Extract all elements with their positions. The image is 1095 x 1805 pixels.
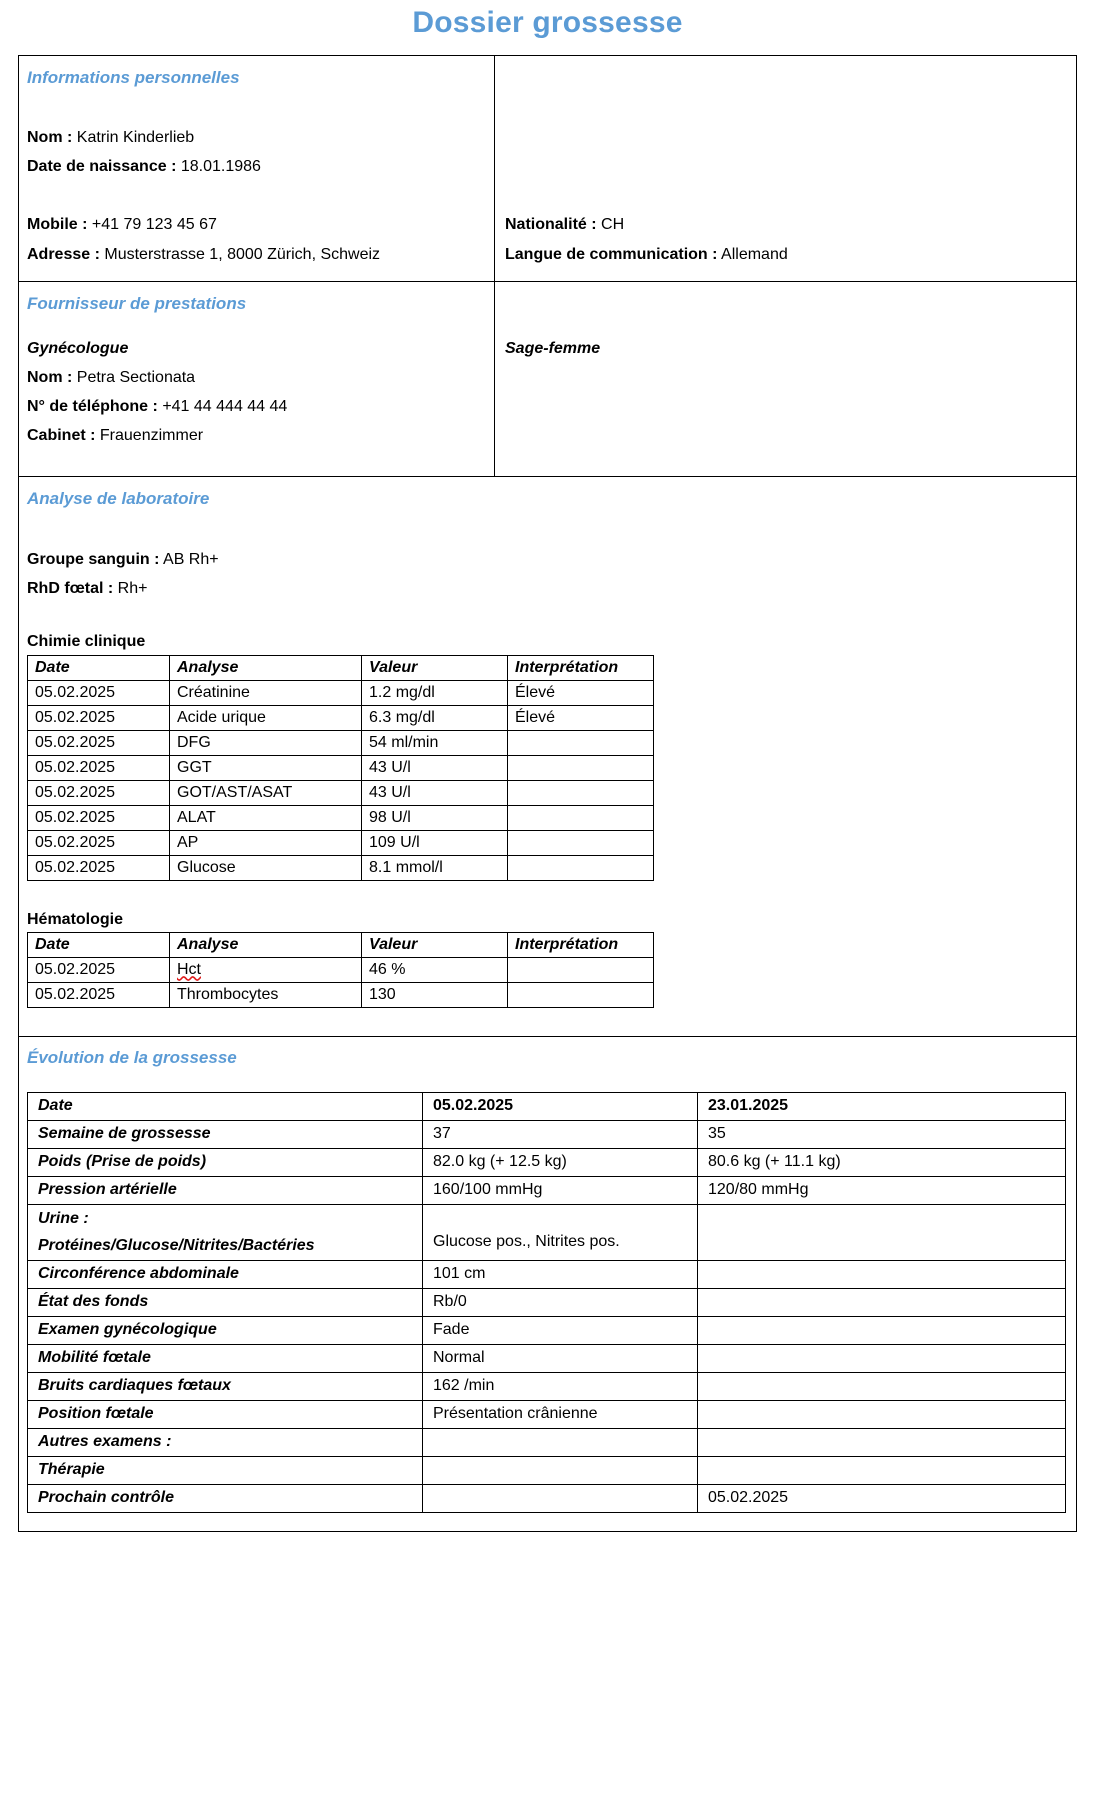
spacer — [27, 181, 494, 210]
cell-date: 05.02.2025 — [28, 730, 170, 755]
cell-visit-2 — [698, 1260, 1066, 1288]
gynecologist-title: Gynécologue — [27, 339, 129, 357]
cell-visit-1: 82.0 kg (+ 12.5 kg) — [423, 1148, 698, 1176]
cell-valeur: 1.2 mg/dl — [362, 680, 508, 705]
table-row — [28, 705, 654, 730]
table-row — [28, 855, 654, 880]
row-label: Position fœtale — [28, 1400, 423, 1428]
cell-visit-2: 80.6 kg (+ 11.1 kg) — [698, 1148, 1066, 1176]
cell-analyse: Créatinine — [170, 680, 362, 705]
patient-nationality-row — [505, 210, 1076, 239]
cell-interpretation — [508, 958, 654, 983]
blood-group-value: AB Rh+ — [163, 550, 219, 568]
row-label: État des fonds — [28, 1288, 423, 1316]
gynecologist-name-value: Petra Sectionata — [76, 369, 196, 387]
cell-analyse: DFG — [170, 730, 362, 755]
cell-interpretation: Élevé — [508, 705, 654, 730]
row-label: Autres examens : — [28, 1428, 423, 1456]
patient-address-row — [27, 240, 494, 269]
column-header-valeur: Valeur — [362, 655, 508, 680]
patient-dob-value: 18.01.1986 — [180, 158, 261, 176]
cell-visit-2 — [698, 1288, 1066, 1316]
patient-dob-row — [27, 152, 494, 181]
cell-visit-2 — [698, 1204, 1066, 1260]
column-header-analyse: Analyse — [170, 655, 362, 680]
cell-interpretation: Élevé — [508, 680, 654, 705]
cell-valeur: 46 % — [362, 958, 508, 983]
table-row — [28, 1456, 1066, 1484]
midwife-column — [495, 282, 1076, 477]
cell-analyse: ALAT — [170, 805, 362, 830]
personal-information-section — [19, 56, 1076, 282]
cell-interpretation — [508, 830, 654, 855]
table-header-row — [28, 655, 654, 680]
table-row-urine — [28, 1204, 1066, 1260]
table-row — [28, 1148, 1066, 1176]
spacer — [505, 94, 1076, 123]
cell-visit-1: Présentation crânienne — [423, 1400, 698, 1428]
table-row — [28, 1260, 1066, 1288]
cell-interpretation — [508, 855, 654, 880]
cell-visit-2 — [698, 1456, 1066, 1484]
cell-interpretation — [508, 805, 654, 830]
spacer — [27, 94, 494, 123]
fetal-rhd-row — [27, 574, 1076, 603]
midwife-title: Sage-femme — [505, 339, 601, 357]
misspelled-word: Hct — [177, 961, 201, 979]
patient-mobile-value: +41 79 123 45 67 — [91, 216, 217, 234]
row-label: Mobilité fœtale — [28, 1344, 423, 1372]
table-row — [28, 680, 654, 705]
column-header-interpretation: Interprétation — [508, 655, 654, 680]
row-label: Prochain contrôle — [28, 1484, 423, 1512]
patient-address-label: Adresse : — [27, 245, 100, 263]
table-row — [28, 1316, 1066, 1344]
hematology-title: Hématologie — [27, 910, 124, 928]
patient-language-value: Allemand — [721, 245, 788, 263]
table-row — [28, 1484, 1066, 1512]
cell-visit-1: Normal — [423, 1344, 698, 1372]
row-label-urine — [28, 1204, 423, 1260]
table-header-row — [28, 933, 654, 958]
blood-group-label: Groupe sanguin : — [27, 550, 160, 568]
cell-visit-1: 37 — [423, 1120, 698, 1148]
spacer — [27, 1008, 1076, 1022]
table-row — [28, 958, 654, 983]
table-row — [28, 1344, 1066, 1372]
spacer — [505, 320, 1076, 334]
personal-information-right-column — [495, 56, 1076, 281]
gynecologist-phone-row — [27, 392, 494, 421]
document-frame — [18, 55, 1077, 1532]
row-label: Bruits cardiaques fœtaux — [28, 1372, 423, 1400]
cell-analyse — [170, 958, 362, 983]
service-providers-heading: Fournisseur de prestations — [27, 293, 247, 313]
column-header-valeur: Valeur — [362, 933, 508, 958]
cell-date: 05.02.2025 — [28, 780, 170, 805]
cell-valeur: 43 U/l — [362, 755, 508, 780]
cell-valeur: 54 ml/min — [362, 730, 508, 755]
column-header-analyse: Analyse — [170, 933, 362, 958]
cell-interpretation — [508, 755, 654, 780]
page-title: Dossier grossesse — [412, 6, 683, 39]
gynecologist-practice-row — [27, 421, 494, 450]
fetal-rhd-value: Rh+ — [117, 579, 148, 597]
patient-mobile-row — [27, 210, 494, 239]
column-header-interpretation: Interprétation — [508, 933, 654, 958]
cell-visit-2 — [698, 1400, 1066, 1428]
row-label: Circonférence abdominale — [28, 1260, 423, 1288]
hematology-table — [27, 932, 654, 1008]
cell-visit-1 — [423, 1456, 698, 1484]
patient-nationality-label: Nationalité : — [505, 216, 597, 234]
row-label: Poids (Prise de poids) — [28, 1148, 423, 1176]
gynecologist-name-row — [27, 363, 494, 392]
cell-valeur: 43 U/l — [362, 780, 508, 805]
gynecologist-name-label: Nom : — [27, 369, 73, 387]
gynecologist-phone-value: +41 44 444 44 44 — [162, 398, 288, 416]
pregnancy-evolution-heading: Évolution de la grossesse — [27, 1048, 237, 1068]
table-row — [28, 730, 654, 755]
patient-name-value: Katrin Kinderlieb — [76, 129, 195, 147]
table-row — [28, 755, 654, 780]
gynecologist-practice-label: Cabinet : — [27, 427, 96, 445]
table-header-row — [28, 1092, 1066, 1120]
table-row — [28, 983, 654, 1008]
pregnancy-evolution-table — [27, 1092, 1066, 1513]
cell-visit-2: 35 — [698, 1120, 1066, 1148]
cell-analyse: Thrombocytes — [170, 983, 362, 1008]
patient-language-row — [505, 240, 1076, 269]
spacer — [27, 603, 1076, 632]
cell-date: 05.02.2025 — [28, 805, 170, 830]
blood-group-row — [27, 545, 1076, 574]
urine-label-line-1: Urine : — [38, 1209, 89, 1227]
table-row — [28, 1428, 1066, 1456]
cell-visit-1: Rb/0 — [423, 1288, 698, 1316]
cell-visit-1 — [423, 1484, 698, 1512]
cell-visit-2: 05.02.2025 — [698, 1484, 1066, 1512]
table-row — [28, 1400, 1066, 1428]
personal-information-heading: Informations personnelles — [27, 68, 240, 87]
column-header-date: Date — [28, 655, 170, 680]
gynecologist-practice-value: Frauenzimmer — [99, 427, 204, 445]
service-providers-section — [19, 282, 1076, 478]
cell-date: 05.02.2025 — [28, 958, 170, 983]
clinical-chemistry-table — [27, 655, 654, 881]
row-label: Examen gynécologique — [28, 1316, 423, 1344]
cell-visit-2 — [698, 1372, 1066, 1400]
fetal-rhd-label: RhD fœtal : — [27, 579, 114, 597]
clinical-chemistry-title: Chimie clinique — [27, 632, 146, 650]
cell-visit-1: Glucose pos., Nitrites pos. — [423, 1204, 698, 1260]
column-header-visit-2: 23.01.2025 — [698, 1092, 1066, 1120]
column-header-date: Date — [28, 933, 170, 958]
patient-language-label: Langue de communication : — [505, 245, 718, 263]
table-row — [28, 780, 654, 805]
cell-valeur: 130 — [362, 983, 508, 1008]
cell-valeur: 109 U/l — [362, 830, 508, 855]
patient-name-label: Nom : — [27, 129, 73, 147]
spacer — [27, 450, 494, 464]
cell-date: 05.02.2025 — [28, 680, 170, 705]
urine-label-line-2: Protéines/Glucose/Nitrites/Bactéries — [38, 1237, 315, 1255]
cell-date: 05.02.2025 — [28, 755, 170, 780]
cell-visit-2: 120/80 mmHg — [698, 1176, 1066, 1204]
cell-visit-2 — [698, 1428, 1066, 1456]
cell-date: 05.02.2025 — [28, 983, 170, 1008]
gynecologist-column — [19, 282, 495, 477]
cell-visit-1: 162 /min — [423, 1372, 698, 1400]
gynecologist-phone-label: N° de téléphone : — [27, 398, 158, 416]
cell-visit-2 — [698, 1344, 1066, 1372]
row-label: Thérapie — [28, 1456, 423, 1484]
patient-dob-label: Date de naissance : — [27, 158, 177, 176]
cell-visit-1 — [423, 1428, 698, 1456]
cell-analyse: Glucose — [170, 855, 362, 880]
laboratory-analysis-section — [19, 477, 1076, 1037]
spacer — [27, 516, 1076, 545]
cell-analyse: GGT — [170, 755, 362, 780]
table-row — [28, 1176, 1066, 1204]
cell-date: 05.02.2025 — [28, 830, 170, 855]
cell-interpretation — [508, 730, 654, 755]
cell-date: 05.02.2025 — [28, 855, 170, 880]
patient-name-row — [27, 123, 494, 152]
patient-nationality-value: CH — [601, 216, 625, 234]
row-label-date: Date — [28, 1092, 423, 1120]
row-label: Pression artérielle — [28, 1176, 423, 1204]
cell-valeur: 6.3 mg/dl — [362, 705, 508, 730]
cell-valeur: 8.1 mmol/l — [362, 855, 508, 880]
cell-visit-1: 160/100 mmHg — [423, 1176, 698, 1204]
cell-analyse: Acide urique — [170, 705, 362, 730]
cell-analyse: AP — [170, 830, 362, 855]
spacer — [27, 320, 494, 334]
cell-visit-1: 101 cm — [423, 1260, 698, 1288]
spacer — [505, 181, 1076, 210]
cell-date: 05.02.2025 — [28, 705, 170, 730]
patient-mobile-label: Mobile : — [27, 216, 88, 234]
cell-interpretation — [508, 983, 654, 1008]
table-row — [28, 1120, 1066, 1148]
cell-valeur: 98 U/l — [362, 805, 508, 830]
cell-visit-2 — [698, 1316, 1066, 1344]
cell-visit-1: Fade — [423, 1316, 698, 1344]
table-row — [28, 830, 654, 855]
cell-analyse: GOT/AST/ASAT — [170, 780, 362, 805]
spacer — [27, 881, 1076, 910]
table-row — [28, 1372, 1066, 1400]
pregnancy-evolution-section — [19, 1037, 1076, 1530]
table-row — [28, 1288, 1066, 1316]
laboratory-analysis-heading: Analyse de laboratoire — [27, 489, 210, 509]
cell-interpretation — [508, 780, 654, 805]
column-header-visit-1: 05.02.2025 — [423, 1092, 698, 1120]
table-row — [28, 805, 654, 830]
row-label: Semaine de grossesse — [28, 1120, 423, 1148]
patient-address-value: Musterstrasse 1, 8000 Zürich, Schweiz — [104, 245, 381, 263]
personal-information-left-column — [19, 56, 495, 281]
